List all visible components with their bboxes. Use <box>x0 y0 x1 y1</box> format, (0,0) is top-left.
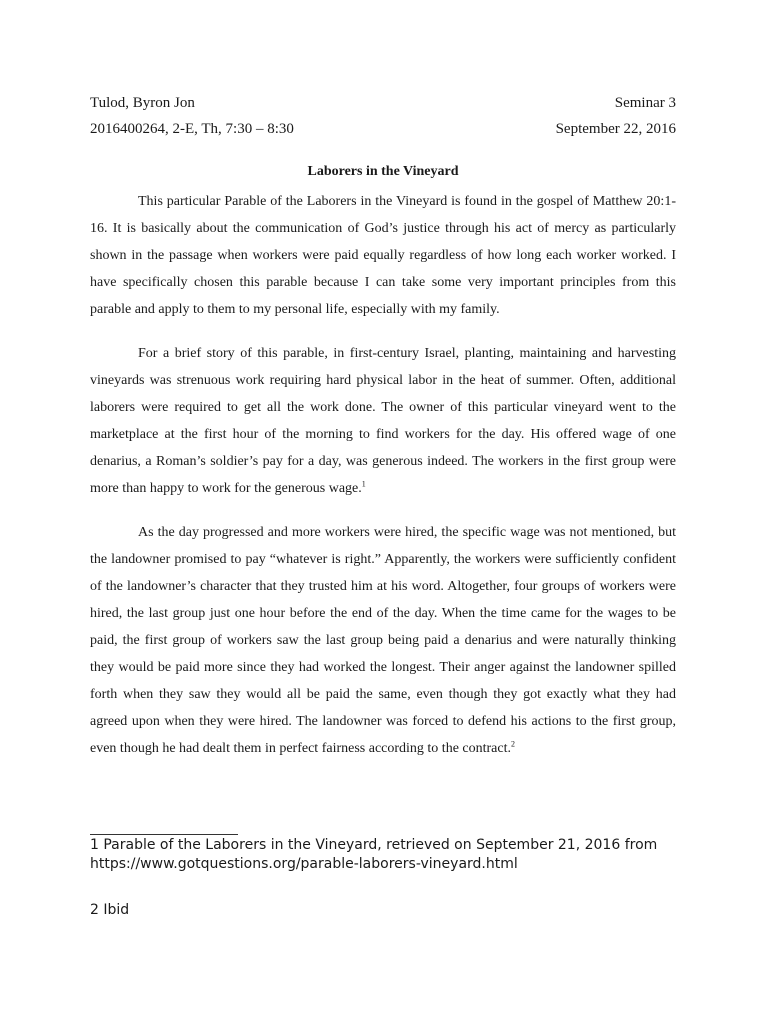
footnote-separator <box>90 834 238 835</box>
paragraph <box>90 340 676 502</box>
footnote-1: 1 Parable of the Laborers in the Vineyard, retrieved on September 21, 2016 from https://www.gotquestions.org/parable-laborers-vineyard.html <box>90 837 658 872</box>
paragraph <box>90 188 676 323</box>
document-page <box>90 90 676 762</box>
paragraph-text: For a brief story of this parable, in first-century Israel, planting, maintaining and harvesting vineyards was strenuous work requiring hard physical labor in the heat of summer. Often, additional laborers were required to get all the work done. The owner of this particular vineyard went to the marketplace at the first hour of the morning to find workers for the day. His offered wage of one denarius, a Roman’s soldier’s pay for a day, was generous indeed. The workers in the first group were more than happy to work for the generous wage. <box>90 346 676 496</box>
header-row-2 <box>90 116 676 142</box>
author-name: Tulod, Byron Jon <box>90 95 195 111</box>
footnote-marker: 2 <box>511 739 515 749</box>
paragraph-text: This particular Parable of the Laborers in the Vineyard is found in the gospel of Matthew 20:1-16. It is basically about the communication of God’s justice through his act of mercy as particularly shown in the passage when workers were paid equally regardless of how long each worker worked. I have specifically chosen this parable because I can take some very important principles from this parable and apply to them to my personal life, especially with my family. <box>90 194 676 317</box>
header-row-1 <box>90 90 676 116</box>
paragraph-text: As the day progressed and more workers were hired, the specific wage was not mentioned, but the landowner promised to pay “whatever is right.” Apparently, the workers were sufficiently confident of the landowner’s character that they trusted him at his word. Altogether, four groups of workers were hired, the last group just one hour before the end of the day. When the time came for the wages to be paid, the first group of workers saw the last group being paid a denarius and were naturally thinking they would be paid more since they had worked the longest. Their anger against the landowner spilled forth when they saw they would all be paid the same, even though they got exactly what they had agreed upon when they were hired. The landowner was forced to defend his actions to the first group, even though he had dealt them in perfect fairness according to the contract. <box>90 525 676 756</box>
paragraph <box>90 519 676 762</box>
student-id-schedule: 2016400264, 2-E, Th, 7:30 – 8:30 <box>90 121 294 137</box>
seminar-label: Seminar 3 <box>614 95 676 111</box>
footnote-2: 2 Ibid <box>90 902 130 918</box>
document-date: September 22, 2016 <box>555 121 676 137</box>
document-title: Laborers in the Vineyard <box>307 164 459 179</box>
footnote-marker: 1 <box>361 479 366 489</box>
